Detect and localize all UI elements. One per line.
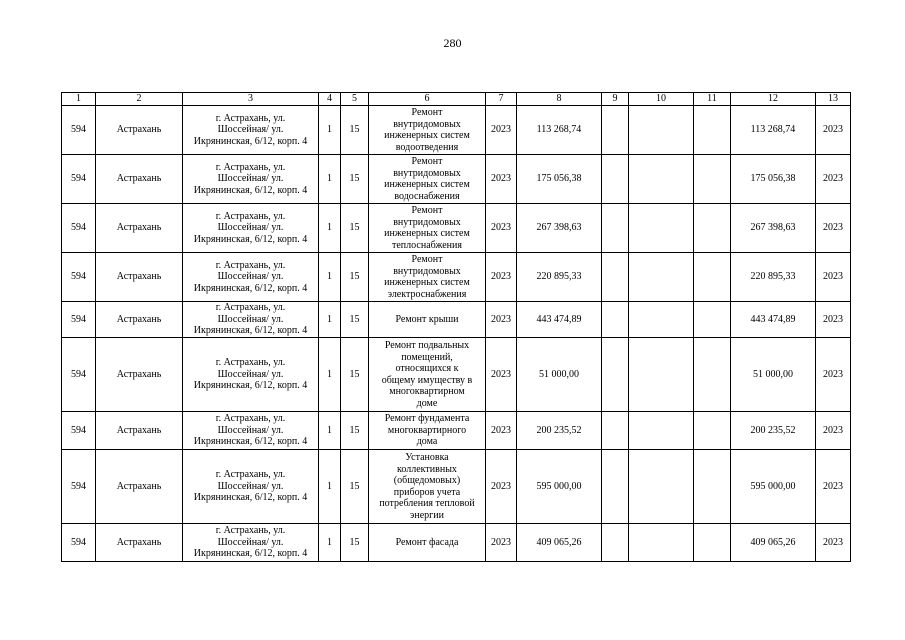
completion-year-cell: 2023: [816, 338, 851, 412]
total-cell: 113 268,74: [731, 106, 816, 155]
address-cell: [183, 302, 319, 338]
column-10-cell: [629, 302, 694, 338]
column-11-cell: [694, 412, 731, 450]
cost-cell: 113 268,74: [517, 106, 602, 155]
total-cell: 51 000,00: [731, 338, 816, 412]
cost-cell: 175 056,38: [517, 155, 602, 204]
object-number-cell: 594: [62, 338, 96, 412]
header-cell-2: 2: [96, 93, 183, 106]
municipality-cell: Астрахань: [96, 412, 183, 450]
year-cell: 2023: [486, 412, 517, 450]
address-line: Шоссейная/ ул.: [217, 424, 284, 436]
work-type-cell: [369, 302, 486, 338]
table-row: [62, 253, 851, 302]
object-number-cell: 594: [62, 412, 96, 450]
object-number-cell: 594: [62, 253, 96, 302]
work-type-line: доме: [416, 397, 438, 409]
total-cell: 409 065,26: [731, 524, 816, 562]
address-cell: [183, 338, 319, 412]
work-type-line: общему имуществу в: [381, 374, 473, 386]
object-number-cell: 594: [62, 155, 96, 204]
year-cell: 2023: [486, 450, 517, 524]
work-type-line: многоквартирном: [389, 386, 465, 397]
work-type-cell: [369, 204, 486, 253]
column-11-cell: [694, 450, 731, 524]
year-cell: 2023: [486, 155, 517, 204]
column-11-cell: [694, 253, 731, 302]
work-type-line: Ремонт подвальных: [384, 340, 470, 351]
cost-cell: 51 000,00: [517, 338, 602, 412]
column-10-cell: [629, 450, 694, 524]
header-cell-13: 13: [816, 93, 851, 106]
address-cell: [183, 204, 319, 253]
column-9-cell: [602, 450, 629, 524]
column-5-cell: 15: [341, 302, 369, 338]
address-line: г. Астрахань, ул.: [215, 112, 286, 124]
address-cell: [183, 106, 319, 155]
address-line: Шоссейная/ ул.: [217, 222, 284, 234]
cost-cell: 200 235,52: [517, 412, 602, 450]
municipality-cell: Астрахань: [96, 204, 183, 253]
cost-cell: 443 474,89: [517, 302, 602, 338]
address-line: г. Астрахань, ул.: [215, 357, 286, 369]
work-type-line: многоквартирного: [387, 424, 467, 436]
completion-year-cell: 2023: [816, 253, 851, 302]
municipality-cell: Астрахань: [96, 155, 183, 204]
work-type-line: внутридомовых: [393, 265, 461, 277]
column-10-cell: [629, 338, 694, 412]
address-line: Икрянинская, 6/12, корп. 4: [193, 492, 308, 504]
header-cell-7: 7: [486, 93, 517, 106]
header-cell-5: 5: [341, 93, 369, 106]
municipality-cell: Астрахань: [96, 338, 183, 412]
column-10-cell: [629, 204, 694, 253]
column-11-cell: [694, 106, 731, 155]
work-type-line: Ремонт: [411, 156, 443, 167]
completion-year-cell: 2023: [816, 302, 851, 338]
header-cell-4: 4: [319, 93, 341, 106]
address-line: Икрянинская, 6/12, корп. 4: [193, 282, 308, 294]
object-number-cell: 594: [62, 204, 96, 253]
table-row: [62, 106, 851, 155]
address-line: Икрянинская, 6/12, корп. 4: [193, 135, 308, 147]
column-9-cell: [602, 204, 629, 253]
header-cell-10: 10: [629, 93, 694, 106]
column-5-cell: 15: [341, 155, 369, 204]
work-type-line: Ремонт фундамента: [384, 413, 470, 425]
table-row: [62, 450, 851, 524]
column-4-cell: 1: [319, 106, 341, 155]
address-line: Икрянинская, 6/12, корп. 4: [193, 548, 308, 560]
column-9-cell: [602, 338, 629, 412]
year-cell: 2023: [486, 253, 517, 302]
address-line: Шоссейная/ ул.: [217, 173, 284, 185]
column-5-cell: 15: [341, 253, 369, 302]
table-row: [62, 302, 851, 338]
work-type-cell: [369, 338, 486, 412]
total-cell: 175 056,38: [731, 155, 816, 204]
column-9-cell: [602, 253, 629, 302]
column-4-cell: 1: [319, 524, 341, 562]
year-cell: 2023: [486, 524, 517, 562]
work-type-line: Установка: [405, 452, 449, 463]
register-body: [62, 106, 851, 562]
work-type-line: Ремонт крыши: [395, 313, 459, 325]
completion-year-cell: 2023: [816, 524, 851, 562]
object-number-cell: 594: [62, 450, 96, 524]
object-number-cell: 594: [62, 106, 96, 155]
work-type-line: инженерных систем: [384, 277, 470, 288]
address-line: Шоссейная/ ул.: [217, 480, 284, 492]
year-cell: 2023: [486, 302, 517, 338]
header-cell-9: 9: [602, 93, 629, 106]
column-11-cell: [694, 204, 731, 253]
work-type-line: внутридомовых: [393, 118, 461, 130]
address-line: Шоссейная/ ул.: [217, 271, 284, 283]
address-cell: [183, 450, 319, 524]
address-cell: [183, 155, 319, 204]
column-4-cell: 1: [319, 204, 341, 253]
repair-register-table: [61, 92, 851, 562]
object-number-cell: 594: [62, 302, 96, 338]
work-type-line: относящихся к: [395, 363, 459, 374]
address-line: Икрянинская, 6/12, корп. 4: [193, 325, 308, 337]
work-type-line: инженерных систем: [384, 228, 470, 239]
column-5-cell: 15: [341, 524, 369, 562]
column-4-cell: 1: [319, 253, 341, 302]
address-line: г. Астрахань, ул.: [215, 161, 286, 173]
column-9-cell: [602, 412, 629, 450]
table-row: [62, 412, 851, 450]
column-4-cell: 1: [319, 155, 341, 204]
cost-cell: 595 000,00: [517, 450, 602, 524]
work-type-line: внутридомовых: [393, 167, 461, 179]
header-cell-3: 3: [183, 93, 319, 106]
work-type-line: коллективных: [397, 463, 457, 475]
address-line: Икрянинская, 6/12, корп. 4: [193, 233, 308, 245]
total-cell: 595 000,00: [731, 450, 816, 524]
address-line: Икрянинская, 6/12, корп. 4: [193, 380, 308, 392]
total-cell: 200 235,52: [731, 412, 816, 450]
column-10-cell: [629, 106, 694, 155]
header-row: [62, 93, 851, 106]
work-type-line: инженерных систем: [384, 179, 470, 190]
municipality-cell: Астрахань: [96, 106, 183, 155]
address-line: Икрянинская, 6/12, корп. 4: [193, 184, 308, 196]
column-10-cell: [629, 524, 694, 562]
completion-year-cell: 2023: [816, 450, 851, 524]
address-line: г. Астрахань, ул.: [215, 259, 286, 271]
address-line: Шоссейная/ ул.: [217, 368, 284, 380]
municipality-cell: Астрахань: [96, 450, 183, 524]
cost-cell: 409 065,26: [517, 524, 602, 562]
work-type-line: (общедомовых): [393, 475, 461, 486]
work-type-cell: [369, 253, 486, 302]
work-type-cell: [369, 155, 486, 204]
column-5-cell: 15: [341, 450, 369, 524]
work-type-cell: [369, 412, 486, 450]
header-cell-8: 8: [517, 93, 602, 106]
work-type-line: потребления тепловой: [379, 498, 475, 509]
column-5-cell: 15: [341, 412, 369, 450]
work-type-line: Ремонт: [411, 205, 443, 216]
column-5-cell: 15: [341, 204, 369, 253]
work-type-line: Ремонт: [411, 107, 443, 118]
column-9-cell: [602, 524, 629, 562]
address-line: г. Астрахань, ул.: [215, 525, 286, 537]
column-9-cell: [602, 302, 629, 338]
column-10-cell: [629, 253, 694, 302]
work-type-line: водоотведения: [395, 141, 459, 153]
table-row: [62, 204, 851, 253]
column-4-cell: 1: [319, 302, 341, 338]
column-4-cell: 1: [319, 338, 341, 412]
work-type-cell: [369, 450, 486, 524]
address-line: Икрянинская, 6/12, корп. 4: [193, 436, 308, 448]
work-type-cell: [369, 106, 486, 155]
column-9-cell: [602, 106, 629, 155]
header-cell-6: 6: [369, 93, 486, 106]
header-cell-11: 11: [694, 93, 731, 106]
page-number: 280: [443, 36, 462, 50]
completion-year-cell: 2023: [816, 412, 851, 450]
address-line: Шоссейная/ ул.: [217, 536, 284, 548]
total-cell: 220 895,33: [731, 253, 816, 302]
column-9-cell: [602, 155, 629, 204]
work-type-line: инженерных систем: [384, 130, 470, 141]
table-row: [62, 155, 851, 204]
work-type-line: внутридомовых: [393, 216, 461, 228]
completion-year-cell: 2023: [816, 106, 851, 155]
table-row: [62, 524, 851, 562]
column-5-cell: 15: [341, 338, 369, 412]
work-type-line: дома: [416, 436, 438, 448]
column-5-cell: 15: [341, 106, 369, 155]
completion-year-cell: 2023: [816, 155, 851, 204]
header-cell-1: 1: [62, 93, 96, 106]
work-type-line: водоснабжения: [394, 190, 460, 202]
address-cell: [183, 524, 319, 562]
column-10-cell: [629, 412, 694, 450]
municipality-cell: Астрахань: [96, 524, 183, 562]
total-cell: 267 398,63: [731, 204, 816, 253]
year-cell: 2023: [486, 338, 517, 412]
address-line: г. Астрахань, ул.: [215, 413, 286, 425]
column-11-cell: [694, 302, 731, 338]
year-cell: 2023: [486, 204, 517, 253]
work-type-cell: [369, 524, 486, 562]
address-line: г. Астрахань, ул.: [215, 210, 286, 222]
address-line: Шоссейная/ ул.: [217, 124, 284, 136]
address-cell: [183, 253, 319, 302]
address-line: г. Астрахань, ул.: [215, 302, 286, 314]
column-11-cell: [694, 155, 731, 204]
year-cell: 2023: [486, 106, 517, 155]
address-line: Шоссейная/ ул.: [217, 313, 284, 325]
work-type-line: Ремонт: [411, 254, 443, 265]
work-type-line: теплоснабжения: [392, 239, 462, 251]
municipality-cell: Астрахань: [96, 302, 183, 338]
total-cell: 443 474,89: [731, 302, 816, 338]
object-number-cell: 594: [62, 524, 96, 562]
completion-year-cell: 2023: [816, 204, 851, 253]
municipality-cell: Астрахань: [96, 253, 183, 302]
cost-cell: 220 895,33: [517, 253, 602, 302]
address-cell: [183, 412, 319, 450]
cost-cell: 267 398,63: [517, 204, 602, 253]
header-cell-12: 12: [731, 93, 816, 106]
work-type-line: Ремонт фасада: [395, 536, 459, 548]
work-type-line: помещений,: [401, 351, 453, 363]
work-type-line: электроснабжения: [387, 288, 467, 300]
column-11-cell: [694, 524, 731, 562]
column-4-cell: 1: [319, 412, 341, 450]
work-type-line: энергии: [410, 509, 444, 521]
column-4-cell: 1: [319, 450, 341, 524]
column-11-cell: [694, 338, 731, 412]
work-type-line: приборов учета: [393, 486, 461, 498]
column-10-cell: [629, 155, 694, 204]
table-row: [62, 338, 851, 412]
address-line: г. Астрахань, ул.: [215, 469, 286, 481]
